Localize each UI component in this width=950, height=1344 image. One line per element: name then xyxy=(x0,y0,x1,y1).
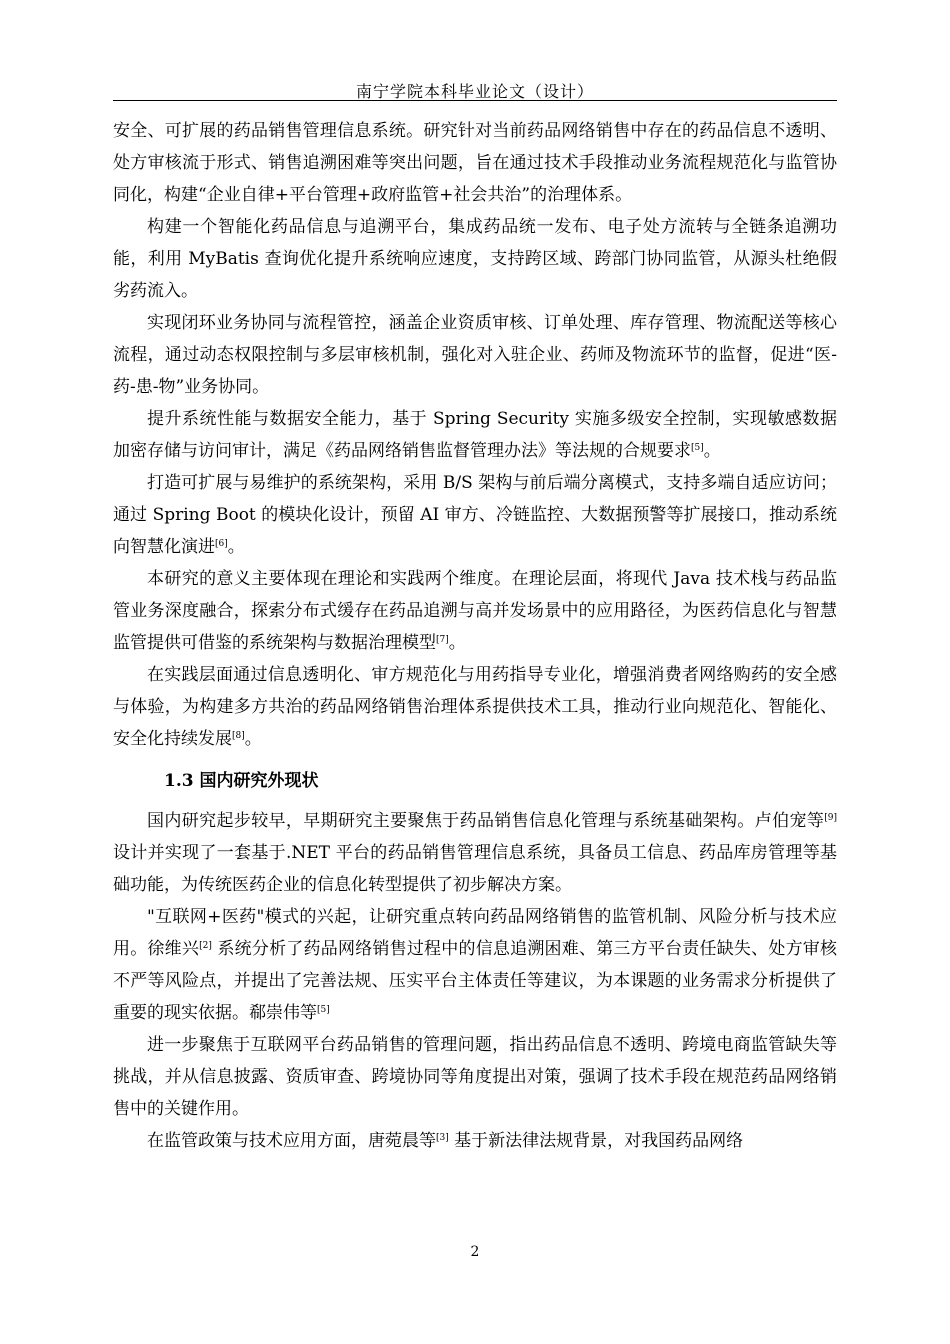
paragraph-text: 提升系统性能与数据安全能力，基于 Spring Security 实施多级安全控制，实现敏感数据加密存储与访问审计，满足《药品网络销售监督管理办法》等法规的合规要求 xyxy=(113,409,837,461)
body-paragraph xyxy=(113,115,837,211)
body-paragraph xyxy=(113,211,837,307)
citation-ref: [2] xyxy=(199,941,212,951)
body-paragraph xyxy=(113,805,837,901)
paragraph-text: 实现闭环业务协同与流程管控，涵盖企业资质审核、订单处理、库存管理、物流配送等核心流程，通过动态权限控制与多层审核机制，强化对入驻企业、药师及物流环节的监督，促进“医-药-患-物”业务协同。 xyxy=(113,313,837,397)
body-paragraph xyxy=(113,1029,837,1125)
body-paragraph xyxy=(113,467,837,563)
body-paragraph xyxy=(113,563,837,659)
paragraph-text: 在监管政策与技术应用方面，唐菀晨等 xyxy=(147,1131,436,1151)
page-number: 2 xyxy=(470,1244,480,1260)
running-header: 南宁学院本科毕业论文（设计） xyxy=(355,82,594,101)
paragraph-text: 。 xyxy=(227,537,245,557)
citation-ref: [7] xyxy=(436,635,449,645)
citation-ref: [3] xyxy=(436,1133,449,1143)
header-rule xyxy=(113,100,837,101)
body-paragraph xyxy=(113,1125,837,1157)
paragraph-text: 在实践层面通过信息透明化、审方规范化与用药指导专业化，增强消费者网络购药的安全感与体验，为构建多方共治的药品网络销售治理体系提供技术工具，推动行业向规范化、智能化、安全化持续发展 xyxy=(113,665,837,749)
paragraph-text: 打造可扩展与易维护的系统架构，采用 B/S 架构与前后端分离模式，支持多端自适应访问；通过 Spring Boot 的模块化设计，预留 AI 审方、冷链监控、大数据预警等扩展接口，推动系统向智慧化演进 xyxy=(113,473,837,557)
paragraph-text: 构建一个智能化药品信息与追溯平台，集成药品统一发布、电子处方流转与全链条追溯功能，利用 MyBatis 查询优化提升系统响应速度，支持跨区域、跨部门协同监管，从源头杜绝假劣药流入。 xyxy=(113,217,837,301)
body-paragraph xyxy=(113,901,837,1029)
citation-ref: [9] xyxy=(824,813,837,823)
paragraph-text: 。 xyxy=(244,729,262,749)
paragraph-text: 设计并实现了一套基于.NET 平台的药品销售管理信息系统，具备员工信息、药品库房管理等基础功能，为传统医药企业的信息化转型提供了初步解决方案。 xyxy=(113,843,837,895)
section-heading: 1.3 国内研究外现状 xyxy=(164,771,319,791)
page-body xyxy=(113,115,837,1157)
paragraph-text: 。 xyxy=(448,633,466,653)
paragraph-text: 。 xyxy=(703,441,721,461)
citation-ref: [5] xyxy=(317,1005,330,1015)
body-paragraph xyxy=(113,403,837,467)
citation-ref: [6] xyxy=(215,539,228,549)
paragraph-text: "互联网+医药"模式的兴起，让研究重点转向药品网络销售的监管机制、风险分析与技术应用。徐维兴 xyxy=(113,907,837,959)
paragraph-text: 国内研究起步较早，早期研究主要聚焦于药品销售信息化管理与系统基础架构。卢伯宠等 xyxy=(147,811,825,831)
body-paragraph xyxy=(113,307,837,403)
paragraph-text: 本研究的意义主要体现在理论和实践两个维度。在理论层面，将现代 Java 技术栈与药品监管业务深度融合，探索分布式缓存在药品追溯与高并发场景中的应用路径，为医药信息化与智慧监管提供可借鉴的系统架构与数据治理模型 xyxy=(113,569,837,653)
paragraph-text: 系统分析了药品网络销售过程中的信息追溯困难、第三方平台责任缺失、处方审核不严等风险点，并提出了完善法规、压实平台主体责任等建议，为本课题的业务需求分析提供了重要的现实依据。郗崇伟等 xyxy=(113,939,838,1023)
paragraph-text: 安全、可扩展的药品销售管理信息系统。研究针对当前药品网络销售中存在的药品信息不透明、处方审核流于形式、销售追溯困难等突出问题，旨在通过技术手段推动业务流程规范化与监管协同化，构建“企业自律+平台管理+政府监管+社会共治”的治理体系。 xyxy=(113,121,837,205)
citation-ref: [8] xyxy=(232,731,245,741)
citation-ref: [5] xyxy=(691,443,704,453)
body-paragraph xyxy=(113,659,837,755)
paragraph-text: 进一步聚焦于互联网平台药品销售的管理问题，指出药品信息不透明、跨境电商监管缺失等挑战，并从信息披露、资质审查、跨境协同等角度提出对策，强调了技术手段在规范药品网络销售中的关键作用。 xyxy=(113,1035,837,1119)
paragraph-text: 基于新法律法规背景，对我国药品网络 xyxy=(448,1131,744,1151)
